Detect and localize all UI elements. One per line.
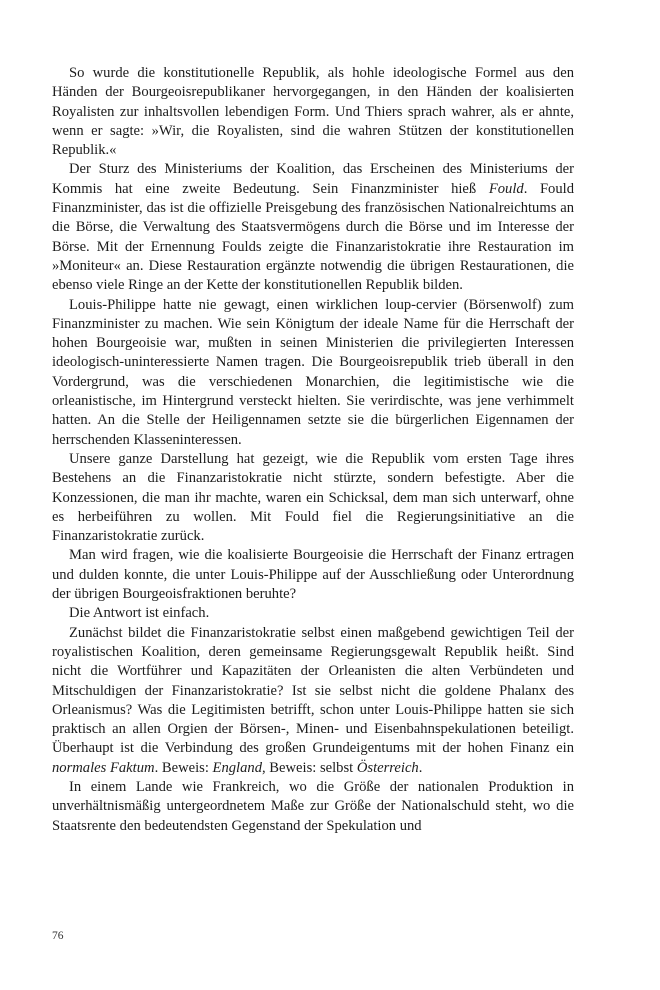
paragraph-text: Unsere ganze Darstellung hat gezeigt, wie die Republik vom ersten Tage ihres Bestehens an die Finanzaristokratie nicht stürzte, sondern befestigte. Aber die Konzessionen, die man ihr machte, waren ein Schicksal, dem man sich unterwarf, ohne es herbeiführen zu wollen. Mit Fould fiel die Regierungsinitiative an die Finanzaristokratie zurück. <box>52 450 574 545</box>
emphasis-england: England <box>212 759 262 776</box>
paragraph-text: . Fould Finanzminister, das ist die offizielle Preisgebung des französischen Nationalreichtums an die Börse, die Verwaltung des Staatsvermögens durch die Börse und im Interesse der Börse. Mit der Ernennung Foulds zeigte die Finanzaristokratie ihre Restauration im »Moniteur« an. Diese Restauration ergänzte notwendig die übrigen Restaurationen, die ebenso viele Ringe an der Kette der konstitutionellen Republik bilden. <box>52 180 575 294</box>
paragraph <box>52 160 574 295</box>
paragraph <box>52 546 574 604</box>
paragraph-text: Zunächst bildet die Finanzaristokratie selbst einen maßgebend gewichtigen Teil der royalistischen Koalition, deren gemeinsame Regierungsgewalt Republik heißt. Sind nicht die Wortführer und Kapazitäten der Orleanisten die alten Verbündeten und Mitschuldigen der Finanzaristokratie? Ist sie selbst nicht die goldene Phalanx des Orleanismus? Was die Legitimisten betrifft, schon unter Louis-Philippe hatten sie sich praktisch an allen Orgien der Börsen-, Minen- und Eisenbahnspekulationen beteiligt. Überhaupt ist die Verbindung des großen Grundeigentums mit der hohen Finanz ein <box>52 624 574 757</box>
paragraph <box>52 604 574 623</box>
page-number: 76 <box>52 930 64 942</box>
emphasis-oesterreich: Österreich <box>356 759 419 776</box>
paragraph-text: . <box>418 759 423 776</box>
emphasis-normales-faktum: normales Faktum <box>52 759 155 776</box>
paragraph-text: Der Sturz des Ministeriums der Koalition, das Erscheinen des Ministeriums der Kommis hat eine zweite Bedeutung. Sein Finanzminister hieß <box>52 161 574 197</box>
paragraph-text: Die Antwort ist einfach. <box>69 605 210 622</box>
paragraph <box>52 64 574 160</box>
paragraph <box>52 624 574 778</box>
paragraph-text: , Beweis: selbst <box>262 759 357 776</box>
paragraph-text: In einem Lande wie Frankreich, wo die Größe der nationalen Produktion in unverhältnismäßig untergeordnetem Maße zur Größe der Nationalschuld steht, wo die Staatsrente den bedeutendsten Gegenstand der Spekulation und <box>52 778 574 834</box>
paragraph-text: So wurde die konstitutionelle Republik, als hohle ideologische Formel aus den Händen der Bourgeoisrepublikaner hervorgegangen, in den Händen der koalisierten Royalisten zur inhaltsvollen lebendigen Form. Und Thiers sprach wahrer, als er ahnte, wenn er sagte: »Wir, die Royalisten, sind die wahren Stützen der konstitutionellen Republik.« <box>52 65 574 159</box>
paragraph <box>52 296 574 450</box>
emphasis-fould: Fould <box>488 180 524 197</box>
paragraph-text: . Beweis: <box>154 759 213 776</box>
paragraph <box>52 450 574 546</box>
book-page-text <box>52 64 574 836</box>
paragraph <box>52 778 574 836</box>
paragraph-text: Louis-Philippe hatte nie gewagt, einen wirklichen loup-cervier (Börsenwolf) zum Finanzminister zu machen. Wie sein Königtum der ideale Name für die Herrschaft der hohen Bourgeoisie war, mußten in seinen Ministerien die privilegierten Interessen ideologisch-uninteressierte Namen tragen. Die Bourgeoisrepublik trieb überall in den Vordergrund, was die verschiedenen Monarchien, die legitimistische wie die orleanistische, im Hintergrund versteckt hielten. Sie verirdischte, was jene verhimmelt hatten. An die Stelle der Heiligennamen setzte sie die bürgerlichen Eigennamen der herrschenden Klasseninteressen. <box>52 296 574 448</box>
paragraph-text: Man wird fragen, wie die koalisierte Bourgeoisie die Herrschaft der Finanz ertragen und dulden konnte, die unter Louis-Philippe auf der Ausschließung oder Unterordnung der übrigen Bourgeoisfraktionen beruhte? <box>52 547 574 603</box>
